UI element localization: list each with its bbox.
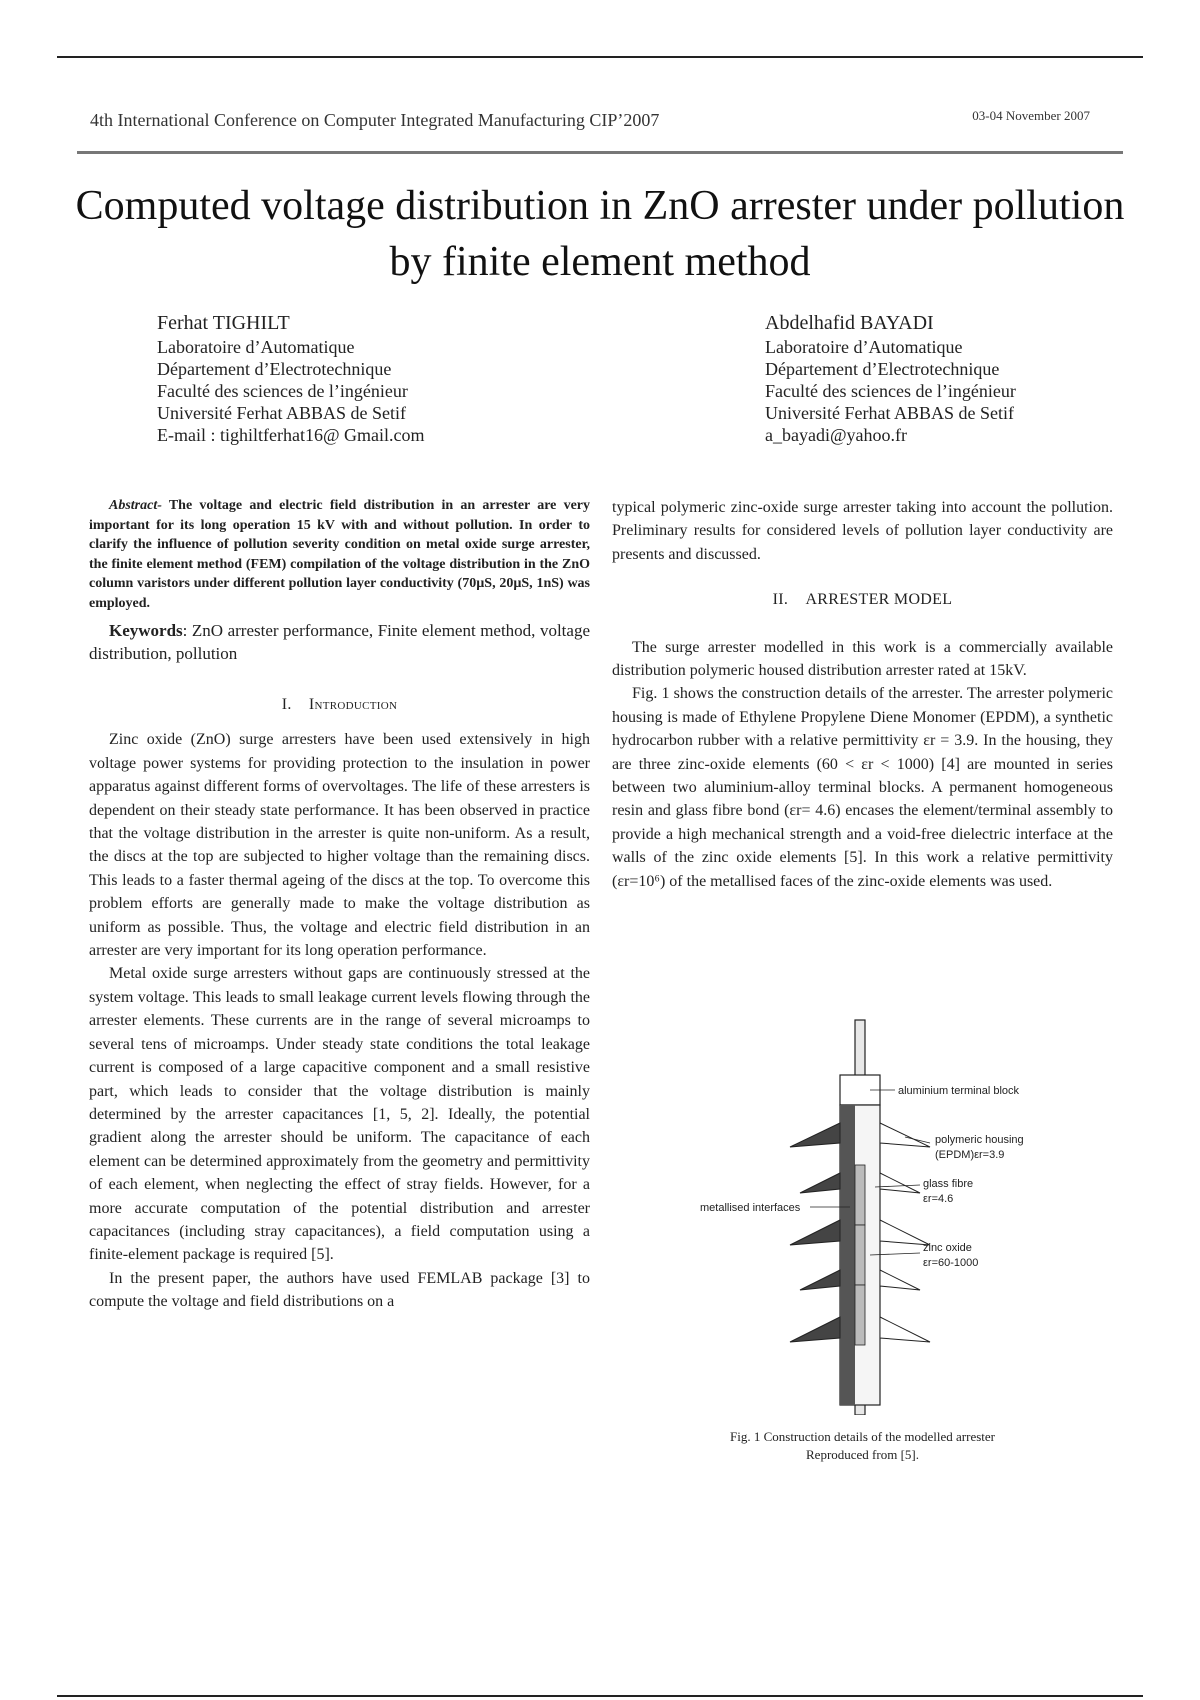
conference-date: 03-04 November 2007 bbox=[972, 108, 1090, 123]
keywords-text: : ZnO arrester performance, Finite element method, voltage distribution, pollution bbox=[89, 621, 590, 663]
paper-title: Computed voltage distribution in ZnO arrester under pollution by finite element method bbox=[75, 183, 1125, 285]
left-column bbox=[89, 496, 590, 1314]
label-glass-er: εr=4.6 bbox=[923, 1193, 954, 1205]
keywords bbox=[89, 619, 590, 665]
abstract-text: The voltage and electric field distribution in an arrester are very important for its long operation 15 kV with and without pollution. In order to clarify the influence of pollution severity condition on metal oxide surge arrester, the finite element method (FEM) compilation of the voltage distribution in the ZnO column varistors under different pollution layer conductivity (70µS, 20µS, 1nS) was employed. bbox=[89, 498, 590, 611]
shed-left bbox=[800, 1270, 840, 1290]
right-column bbox=[612, 496, 1113, 893]
header-rule bbox=[77, 151, 1123, 154]
shed-left bbox=[790, 1220, 840, 1245]
label-glass: glass fibre bbox=[923, 1178, 974, 1190]
shed-left bbox=[790, 1317, 840, 1342]
author-name: Ferhat TIGHILT bbox=[157, 312, 290, 334]
label-zinc-er: εr=60-1000 bbox=[923, 1257, 979, 1269]
section-number: II. bbox=[772, 591, 789, 609]
author-email: E-mail : tighiltferhat16@ Gmail.com bbox=[157, 425, 425, 445]
abstract bbox=[89, 496, 590, 613]
housing-section bbox=[840, 1105, 855, 1405]
label-housing-epdm: (EPDM)εr=3.9 bbox=[935, 1149, 1005, 1161]
author-block-2 bbox=[765, 310, 1016, 446]
author-faculty: Faculté des sciences de l’ingénieur bbox=[765, 381, 1016, 401]
paragraph: Zinc oxide (ZnO) surge arresters have been used extensively in high voltage power systems for providing protection to the insulation in power apparatus against different forms of overvoltages. The life of these arresters is dependent on their steady state performance. It has been observed in practice that the voltage distribution in the arrester is quite non-uniform. As a result, the discs at the top are subjected to higher voltage than the remaining discs. This leads to a faster thermal ageing of the discs at the top. To overcome this problem efforts are generally made to make the voltage distribution as uniform as possible. Thus, the voltage and electric field distribution in an arrester are very important for its long operation performance. bbox=[89, 731, 590, 960]
section-heading-introduction bbox=[89, 693, 590, 716]
section-heading-arrester-model bbox=[612, 588, 1113, 611]
zinc-oxide-element bbox=[855, 1165, 865, 1225]
author-lab: Laboratoire d’Automatique bbox=[157, 337, 355, 357]
conference-header: 4th International Conference on Computer Integrated Manufacturing CIP’2007 bbox=[90, 110, 660, 130]
paragraph: The surge arrester modelled in this work is a commercially available distribution polymeric housed distribution arrester rated at 15kV. bbox=[612, 638, 1113, 680]
paragraph: Fig. 1 shows the construction details of the arrester. The arrester polymeric housing is made of Ethylene Propylene Diene Monomer (EPDM), a synthetic hydrocarbon rubber with a relative permittivity εr = 3.9. In the housing, they are three zinc-oxide elements (60 < εr < 1000) [4] are mounted in series between two aluminium-alloy terminal blocks. A permanent homogeneous resin and glass fibre bond (εr= 4.6) encases the element/terminal assembly to provide a high mechanical strength and a void-free dielectric interface at the walls of the zinc oxide elements [5]. In this work a relative permittivity (εr=10⁶) of the metallised faces of the zinc-oxide elements was used. bbox=[612, 685, 1113, 890]
figure-caption bbox=[612, 1428, 1113, 1464]
label-housing: polymeric housing bbox=[935, 1134, 1024, 1146]
section-number: I. bbox=[281, 696, 292, 713]
caption-line-2: Reproduced from [5]. bbox=[806, 1447, 919, 1462]
paragraph: In the present paper, the authors have used FEMLAB package [3] to compute the voltage and field distributions on a bbox=[89, 1269, 590, 1311]
zinc-oxide-element bbox=[855, 1285, 865, 1345]
abstract-lead: Abstract- bbox=[109, 498, 162, 513]
paragraph: Metal oxide surge arresters without gaps are continuously stressed at the system voltage. This leads to small leakage current levels flowing through the arrester elements. These currents are in the range of several microamps to several tens of microamps. Under steady state conditions the total leakage current is composed of a large capacitive component and a small resistive part, which leads to consider that the voltage distribution is mainly determined by the arrester capacitances [1, 5, 2]. Ideally, the potential gradient along the arrester should be uniform. The capacitance of each element can be determined approximately from the geometry and permittivity of each element, when neglecting the effect of stray fields. However, for a more accurate computation of the potential distribution and arrester capacitances (including stray capacitances), a field computation using a finite-element package is required [5]. bbox=[89, 965, 590, 1264]
shed-right bbox=[880, 1317, 930, 1342]
shed-right bbox=[880, 1123, 930, 1147]
top-rule bbox=[57, 56, 1143, 58]
arrester-construction-figure bbox=[690, 1015, 1060, 1415]
author-university: Université Ferhat ABBAS de Setif bbox=[157, 403, 406, 423]
shed-left bbox=[790, 1123, 840, 1147]
author-name: Abdelhafid BAYADI bbox=[765, 312, 934, 334]
author-faculty: Faculté des sciences de l’ingénieur bbox=[157, 381, 408, 401]
paragraph: typical polymeric zinc-oxide surge arrester taking into account the pollution. Preliminary results for considered levels of pollution layer conductivity are presents and discussed. bbox=[612, 499, 1113, 563]
shed-left bbox=[800, 1173, 840, 1193]
caption-line-1: Fig. 1 Construction details of the modelled arrester bbox=[730, 1429, 995, 1444]
label-metallised: metallised interfaces bbox=[700, 1202, 801, 1214]
author-dept: Département d’Electrotechnique bbox=[157, 359, 392, 379]
bottom-rule bbox=[57, 1695, 1143, 1697]
author-block-1 bbox=[157, 310, 425, 446]
shed-right bbox=[880, 1173, 920, 1193]
label-zinc: zinc oxide bbox=[923, 1242, 972, 1254]
author-email: a_bayadi@yahoo.fr bbox=[765, 425, 908, 445]
keywords-label: Keywords bbox=[109, 621, 183, 640]
label-terminal: aluminium terminal block bbox=[898, 1085, 1020, 1097]
zinc-oxide-element bbox=[855, 1225, 865, 1285]
section-title: ARRESTER MODEL bbox=[805, 591, 953, 609]
author-lab: Laboratoire d’Automatique bbox=[765, 337, 963, 357]
author-university: Université Ferhat ABBAS de Setif bbox=[765, 403, 1014, 423]
shed-right bbox=[880, 1270, 920, 1290]
author-dept: Département d’Electrotechnique bbox=[765, 359, 1000, 379]
section-title: Introduction bbox=[308, 696, 398, 713]
